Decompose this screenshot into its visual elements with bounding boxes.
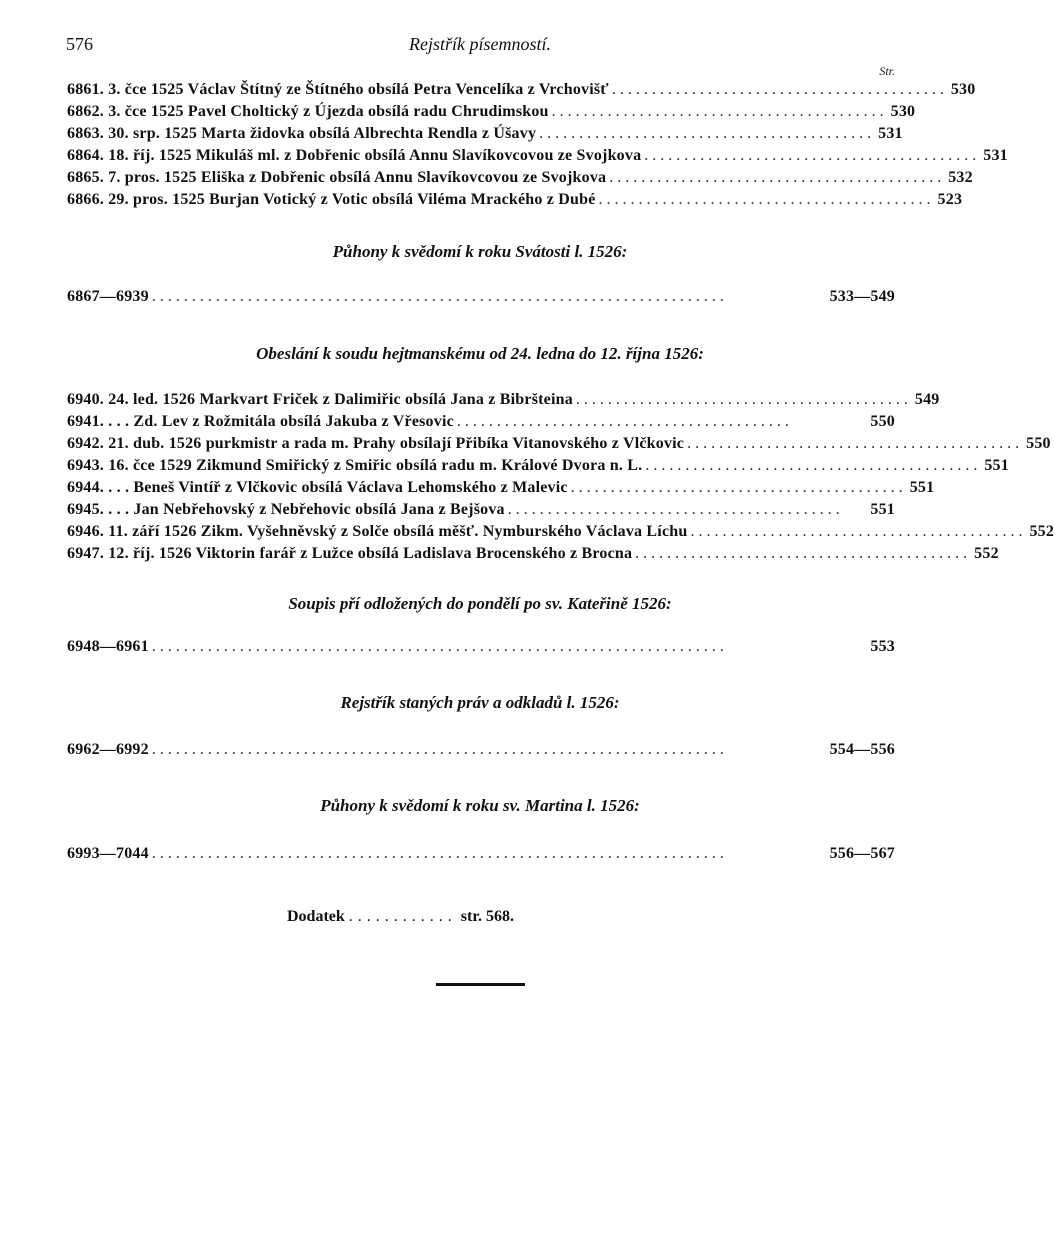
index-entry: 6864. 18. říj. 1525 Mikuláš ml. z Dobřenic obsílá Annu Slavíkovcovou ze Svojkova .......................................... 531 [67, 147, 1008, 164]
section-heading: Soupis pří odložených do pondělí po sv. Kateřině 1526: [288, 594, 672, 613]
section-heading: Půhony k svědomí k roku Svátosti l. 1526: [332, 242, 628, 261]
section-heading: Půhony k svědomí k roku sv. Martina l. 1526: [320, 796, 640, 815]
range-entry: 6962—6992 ........................................................................ 554—556 [67, 741, 895, 758]
index-entry: 6862. 3. čce 1525 Pavel Choltický z Újezda obsílá radu Chrudimskou .......................................... 530 [67, 103, 916, 120]
index-entry: 6943. 16. čce 1529 Zikmund Smiřický z Smiřic obsílá radu m. Králové Dvora n. L. .......................................... 551 [67, 457, 1009, 474]
index-entry: 6945. . . . Jan Nebřehovský z Nebřehovic obsílá Jana z Bejšova .......................................... 551 [67, 501, 895, 518]
running-title: Rejstřík písemností. [409, 34, 551, 54]
appendix-entry: Dodatek ............ str. 568. [287, 908, 514, 925]
index-entry: 6861. 3. čce 1525 Václav Štítný ze Štítného obsílá Petra Vencelíka z Vrchovišť .......................................... 530 [67, 81, 976, 98]
index-entry: 6863. 30. srp. 1525 Marta židovka obsílá Albrechta Rendla z Úšavy .......................................... 531 [67, 125, 903, 142]
index-entry: 6866. 29. pros. 1525 Burjan Votický z Votic obsílá Viléma Mrackého z Dubé .......................................... 523 [67, 191, 963, 208]
range-entry: 6867—6939 ........................................................................ 533—549 [67, 288, 895, 305]
page-number: 576 [66, 34, 93, 54]
index-entry: 6946. 11. září 1526 Zikm. Vyšehněvský z Solče obsílá měšť. Nymburského Václava Líchu .......................................... 552 [67, 523, 1054, 540]
index-entry: 6944. . . . Beneš Vintíř z Vlčkovic obsílá Václava Lehomského z Malevic .......................................... 551 [67, 479, 935, 496]
entries-group-2 [67, 389, 1054, 565]
index-entry: 6947. 12. říj. 1526 Viktorin farář z Lužce obsílá Ladislava Brocenského z Brocna .......................................... 552 [67, 545, 999, 562]
end-rule-divider [436, 983, 525, 986]
section-heading: Rejstřík staných práv a odkladů l. 1526: [340, 693, 620, 712]
index-entry: 6942. 21. dub. 1526 purkmistr a rada m. Prahy obsílají Přibíka Vitanovského z Vlčkovic .......................................... 550 [67, 435, 1051, 452]
range-entry: 6993—7044 ........................................................................ 556—567 [67, 845, 895, 862]
page-column-label: Str. [879, 64, 895, 78]
entries-group-1 [67, 79, 1008, 211]
index-entry: 6865. 7. pros. 1525 Eliška z Dobřenic obsílá Annu Slavíkovcovou ze Svojkova .......................................... 532 [67, 169, 973, 186]
index-entry: 6941. . . . Zd. Lev z Rožmitála obsílá Jakuba z Vřesovic .......................................... 550 [67, 413, 895, 430]
index-entry: 6940. 24. led. 1526 Markvart Friček z Dalimiřic obsílá Jana z Bibršteina .......................................... 549 [67, 391, 940, 408]
appendix-page: str. 568. [460, 908, 514, 925]
appendix-label: Dodatek [287, 908, 345, 925]
range-entry: 6948—6961 ........................................................................ 553 [67, 638, 895, 655]
section-heading: Obeslání k soudu hejtmanskému od 24. ledna do 12. října 1526: [256, 344, 704, 363]
